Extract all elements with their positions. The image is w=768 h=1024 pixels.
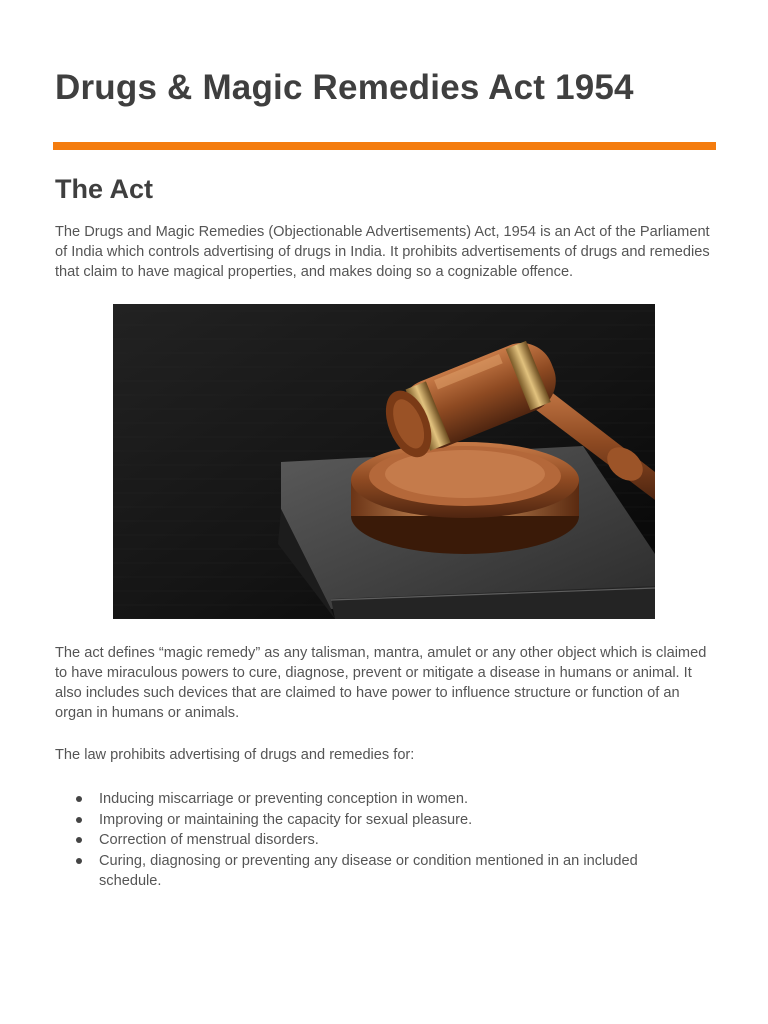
document-title: Drugs & Magic Remedies Act 1954 — [55, 68, 634, 107]
list-item — [55, 810, 695, 831]
bullet-icon — [76, 817, 82, 823]
list-item-text: Correction of menstrual disorders. — [99, 832, 319, 848]
list-item-text: Inducing miscarriage or preventing conception in women. — [99, 791, 469, 807]
list-item-text: Curing, diagnosing or preventing any disease or condition mentioned in an included schedule. — [99, 852, 638, 889]
bullet-icon — [76, 858, 82, 864]
prohibits-intro: The law prohibits advertising of drugs and remedies for: — [55, 747, 415, 763]
list-item — [55, 830, 695, 851]
list-item-text: Improving or maintaining the capacity for sexual pleasure. — [99, 811, 473, 828]
intro-paragraph: The Drugs and Magic Remedies (Objectionable Advertisements) Act, 1954 is an Act of the Parliament of India which controls advertising of drugs in India. It prohibits advertisements of drugs and remedies that claim to have magical properties, and makes doing so a cognizable offence. — [55, 224, 710, 280]
list-item — [55, 789, 695, 810]
gavel-photo — [113, 304, 655, 619]
prohibited-list — [55, 789, 695, 892]
title-divider — [53, 142, 716, 150]
bullet-icon — [76, 837, 82, 843]
section-heading: The Act — [55, 174, 154, 204]
bullet-icon — [76, 796, 82, 802]
definition-paragraph: The act defines “magic remedy” as any talisman, mantra, amulet or any other object which is claimed to have miraculous powers to cure, diagnose, prevent or mitigate a disease in humans or animal. It also includes such devices that are claimed to have power to influence structure or function of an organ in humans or animals. — [55, 645, 707, 721]
list-item — [55, 851, 695, 892]
